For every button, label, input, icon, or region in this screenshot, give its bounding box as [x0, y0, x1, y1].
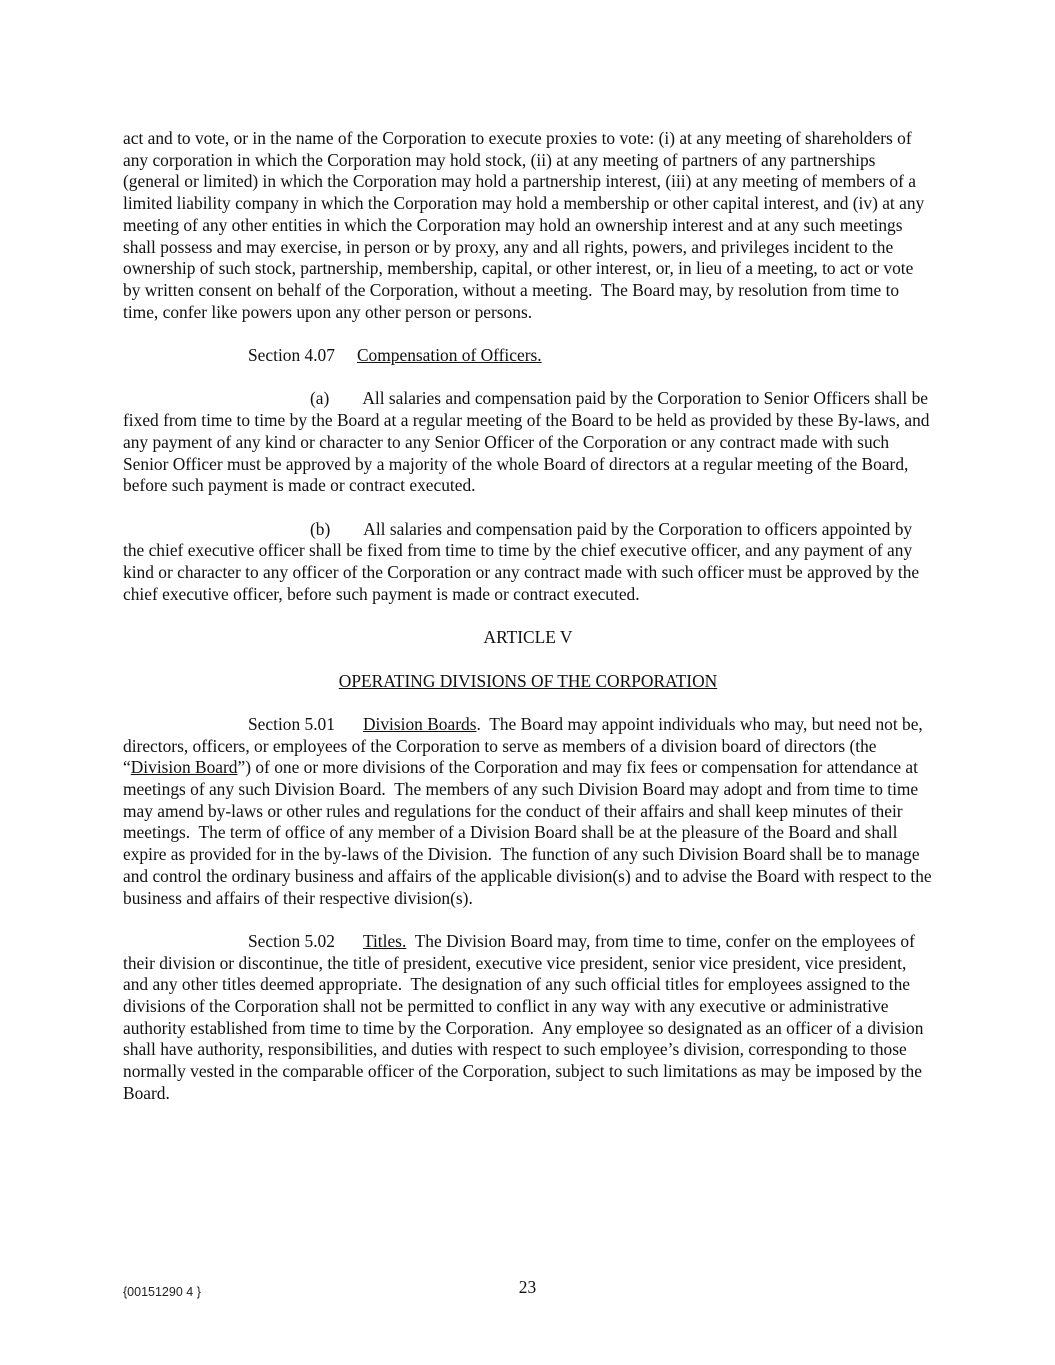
paragraph-b-text: All salaries and compensation paid by the Corporation to officers appointed by the chief executive officer shall be fixed from time to time by the chief executive officer, and any payment of any kind or character to any officer of the Corporation or any contract made with such officer must be approved by the chief executive officer, before such payment is made or contract executed. — [123, 518, 924, 604]
section-5-01-body-2: ”) of one or more divisions of the Corporation and may fix fees or compensation for attendance at meetings of any such Division Board. The members of any such Division Board may adopt and from time to time may amend by-laws or other rules and regulations for the conduct of their affairs and shall keep minutes of their meetings. The term of office of any member of a Division Board shall be at the pleasure of the Board and shall expire as provided for in the by-laws of the Division. The function of any such Division Board shall be to manage and control the ordinary business and affairs of the applicable division(s) and to advise the Board with respect to the business and affairs of their respective division(s). — [123, 757, 936, 908]
section-5-02-title: Titles. — [362, 930, 407, 951]
section-4-07-heading-line — [123, 345, 933, 367]
section-5-02-body: The Division Board may, from time to time, confer on the employees of their division or discontinue, the title of president, executive vice president, senior vice president, vice president, and any other titles deemed appropriate. The designation of any such official titles for employees assigned to the divisions of the Corporation shall not be permitted to conflict in any way with any executive or administrative authority established from time to time by the Corporation. Any employee so designated as an officer of a division shall have authority, responsibilities, and duties with respect to such employee’s division, corresponding to those normally vested in the comparable officer of the Corporation, subject to such limitations as may be imposed by the Board. — [123, 930, 928, 1103]
section-5-01-title: Division Boards — [362, 713, 477, 734]
paragraph-a-text: All salaries and compensation paid by the Corporation to Senior Officers shall be fixed from time to time by the Board at a regular meeting of the Board to be held as provided by these By-laws, and any payment of any kind or character to any Senior Officer of the Corporation or any contract made with such Senior Officer must be approved by a majority of the whole Board of directors at a regular meeting of the Board, before such payment is made or contract executed. — [123, 388, 934, 496]
article-v-title: OPERATING DIVISIONS OF THE CORPORATION — [338, 670, 718, 691]
article-v-heading: ARTICLE V — [483, 627, 573, 648]
section-5-01-body-1: The Board may appoint individuals who may, but need not be, directors, officers, or employees of the Corporation to serve as members of a division board of directors (the “ — [123, 713, 928, 778]
paragraph-5-02 — [123, 931, 933, 1105]
section-5-02-title-gap — [406, 931, 414, 951]
document-stamp: {00151290 4 } — [123, 1285, 201, 1299]
section-4-07-label: Section 4.07 — [248, 345, 335, 366]
section-4-07-title: Compensation of Officers. — [356, 345, 542, 366]
section-5-01-label: Section 5.01 — [248, 713, 335, 734]
paragraph-4-07-b — [123, 519, 933, 606]
section-5-01-title-period: . — [476, 713, 490, 734]
paragraph-a-marker: (a) — [310, 388, 330, 409]
paragraph-b-marker: (b) — [310, 518, 331, 539]
paragraph-4-07-a — [123, 388, 933, 497]
paragraph-5-01 — [123, 713, 936, 909]
paragraph-continuation: act and to vote, or in the name of the Corporation to execute proxies to vote: (i) at any meeting of shareholders of any corporation in which the Corporation may hold stock, (ii) at any meeting of partners of any partnerships (general or limited) in which the Corporation may hold a partnership interest, (iii) at any meeting of members of a limited liability company in which the Corporation may hold a membership or other capital interest, and (iv) at any meeting of any other entities in which the Corporation may hold an ownership interest and at any such meetings shall possess and may exercise, in person or by proxy, any and all rights, powers, and privileges incident to the ownership of such stock, partnership, membership, capital, or other interest, or, in lieu of a meeting, to act or vote by written consent on behalf of the Corporation, without a meeting. The Board may, by resolution from time to time, confer like powers upon any other person or persons. — [123, 128, 929, 322]
page-number: 23 — [518, 1277, 537, 1297]
defined-term-division-board: Division Board — [130, 757, 238, 778]
section-5-02-label: Section 5.02 — [248, 930, 335, 951]
